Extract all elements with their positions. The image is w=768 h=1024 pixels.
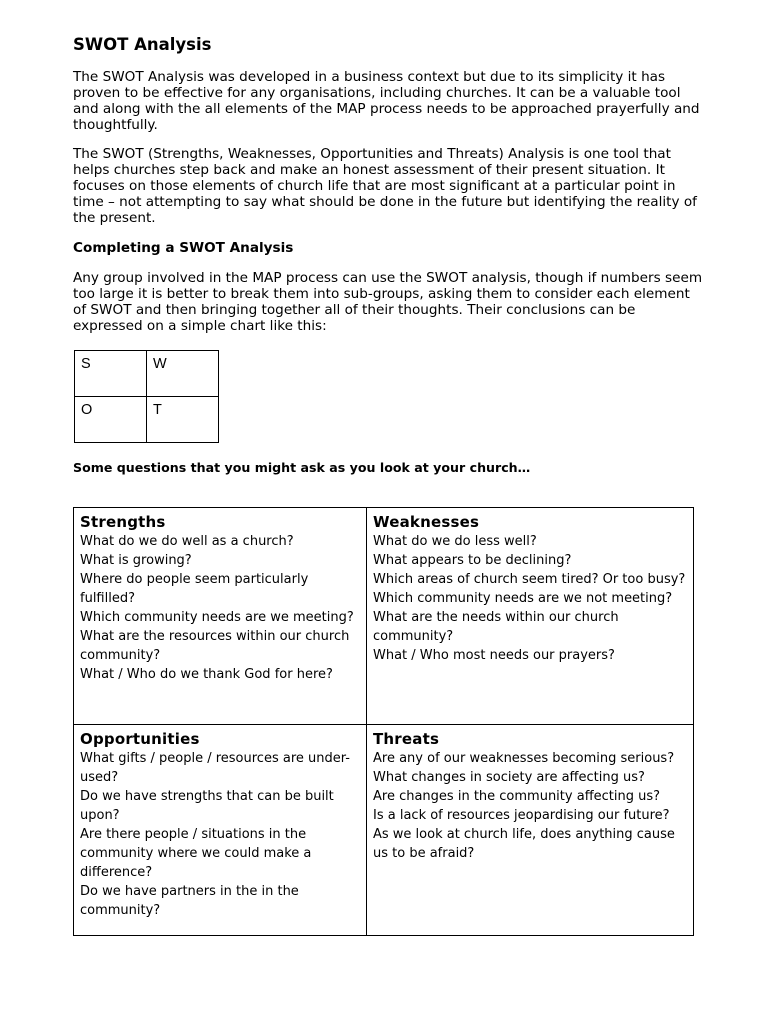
weaknesses-title: Weaknesses bbox=[373, 513, 480, 531]
mini-cell-o: O bbox=[75, 397, 147, 443]
list-item: Are changes in the community affecting us? bbox=[373, 789, 661, 804]
mini-cell-w: W bbox=[147, 351, 219, 397]
list-item: What is growing? bbox=[80, 553, 192, 568]
swot-mini-chart bbox=[74, 350, 219, 443]
list-item: What do we do less well? bbox=[373, 534, 537, 549]
page-title: SWOT Analysis bbox=[73, 35, 212, 54]
list-item: Which community needs are we meeting? bbox=[80, 610, 354, 625]
list-item: Which community needs are we not meeting? bbox=[373, 591, 673, 606]
list-item: Is a lack of resources jeopardising our future? bbox=[373, 808, 670, 823]
list-item: What / Who do we thank God for here? bbox=[80, 667, 333, 682]
strengths-title: Strengths bbox=[80, 513, 166, 531]
strengths-cell bbox=[74, 508, 367, 725]
opportunities-cell bbox=[74, 725, 367, 936]
threats-cell bbox=[367, 725, 694, 936]
description-paragraph: The SWOT (Strengths, Weaknesses, Opportunities and Threats) Analysis is one tool that helps churches step back and make an honest assessment of their present situation. It focuses on those elements of church life that are most significant at a particular point in time – not attempting to say what should be done in the future but identifying the reality of the present. bbox=[73, 146, 697, 226]
intro-paragraph: The SWOT Analysis was developed in a business context but due to its simplicity it has proven to be effective for any organisations, including churches. It can be a valuable tool and along with the all elements of the MAP process needs to be approached prayerfully and thoughtfully. bbox=[73, 69, 700, 133]
list-item: What are the resources within our church community? bbox=[80, 629, 350, 663]
questions-intro: Some questions that you might ask as you look at your church… bbox=[73, 460, 531, 475]
mini-cell-s: S bbox=[75, 351, 147, 397]
list-item: Are any of our weaknesses becoming serious? bbox=[373, 751, 675, 766]
list-item: What gifts / people / resources are under-used? bbox=[80, 751, 350, 785]
list-item: Are there people / situations in the community where we could make a difference? bbox=[80, 827, 312, 880]
list-item: Do we have strengths that can be built upon? bbox=[80, 789, 334, 823]
opportunities-title: Opportunities bbox=[80, 730, 200, 748]
threats-list bbox=[373, 749, 687, 863]
swot-questions-table bbox=[73, 507, 694, 936]
document-page bbox=[73, 34, 703, 936]
list-item: What appears to be declining? bbox=[373, 553, 572, 568]
strengths-list bbox=[80, 532, 360, 684]
list-item: Where do people seem particularly fulfilled? bbox=[80, 572, 309, 606]
list-item: What / Who most needs our prayers? bbox=[373, 648, 615, 663]
list-item: Which areas of church seem tired? Or too busy? bbox=[373, 572, 686, 587]
list-item: What are the needs within our church community? bbox=[373, 610, 619, 644]
completing-paragraph: Any group involved in the MAP process can use the SWOT analysis, though if numbers seem too large it is better to break them into sub-groups, asking them to consider each element of SWOT and then bringing together all of their thoughts. Their conclusions can be expressed on a simple chart like this: bbox=[73, 270, 703, 334]
list-item: What changes in society are affecting us? bbox=[373, 770, 645, 785]
completing-heading: Completing a SWOT Analysis bbox=[73, 240, 294, 256]
weaknesses-list bbox=[373, 532, 687, 665]
threats-title: Threats bbox=[373, 730, 440, 748]
opportunities-list bbox=[80, 749, 360, 920]
list-item: As we look at church life, does anything cause us to be afraid? bbox=[373, 827, 675, 861]
mini-cell-t: T bbox=[147, 397, 219, 443]
weaknesses-cell bbox=[367, 508, 694, 725]
list-item: What do we do well as a church? bbox=[80, 534, 294, 549]
list-item: Do we have partners in the in the community? bbox=[80, 884, 299, 918]
